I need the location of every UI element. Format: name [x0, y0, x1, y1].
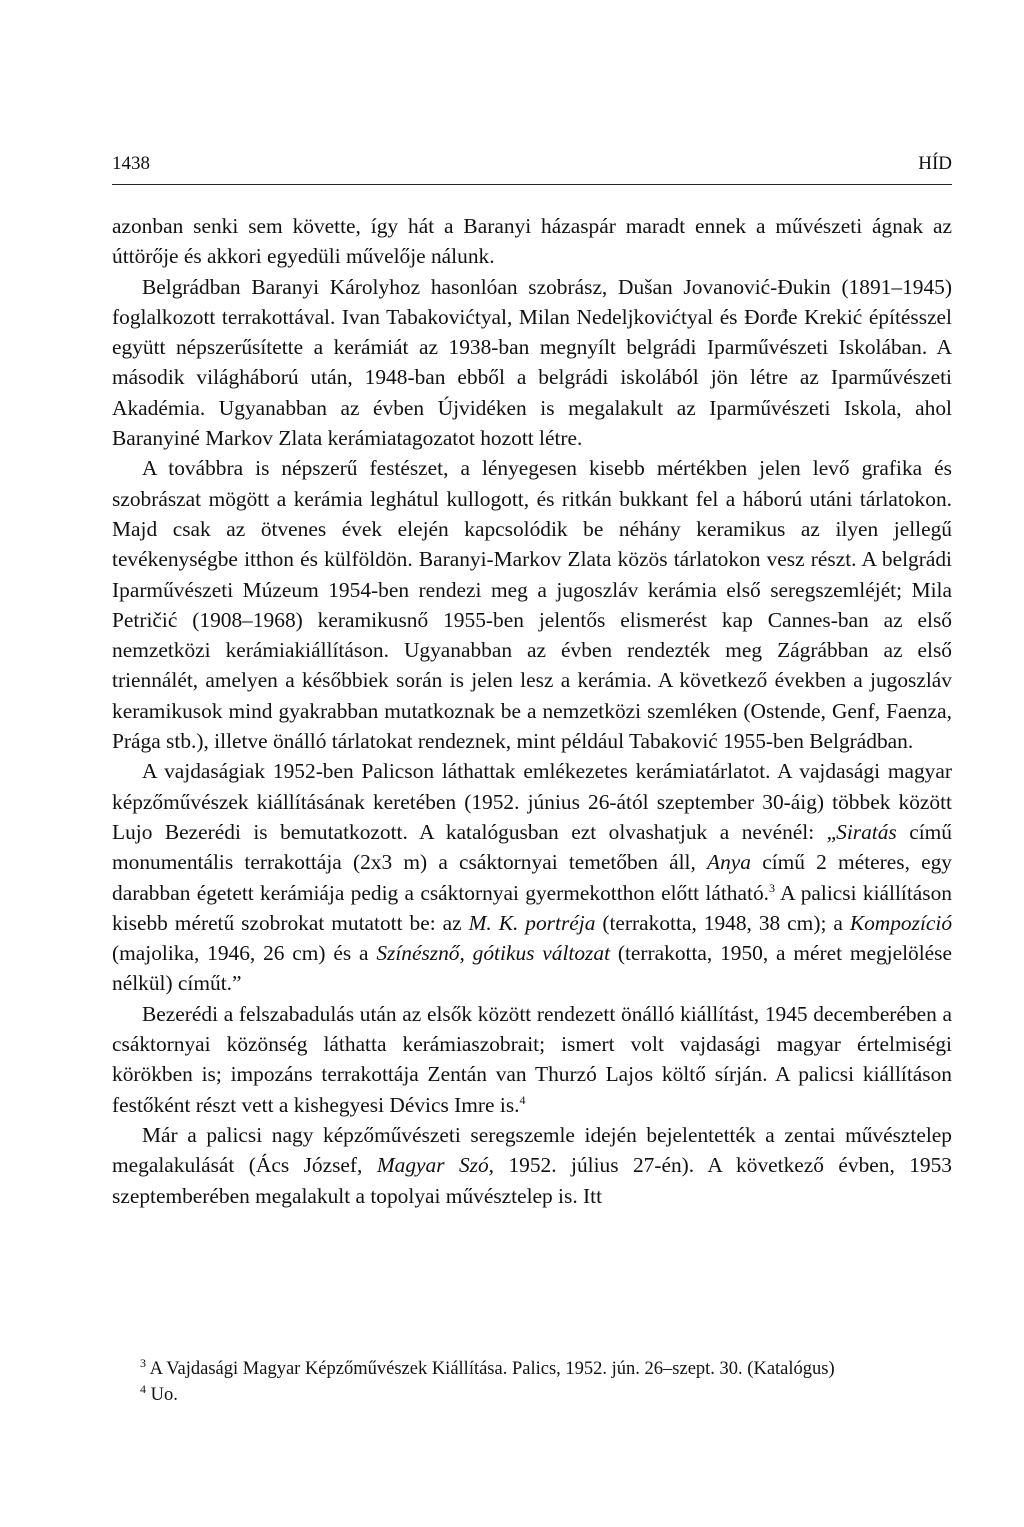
- footnote-ref-4: 4: [519, 1092, 526, 1107]
- footnote-3: $^3$ A Vajdasági Magyar Képzőművészek Kiállítása. Palics, 1952. jún. 26–szept. 30. (Katalógus): [140, 1355, 835, 1379]
- footnote-ref-3: 3: [768, 880, 775, 895]
- title-mk-portreja: M. K. portréja: [468, 910, 596, 935]
- running-header: [112, 150, 952, 178]
- page: [112, 150, 952, 1211]
- title-anya: Anya: [707, 850, 751, 875]
- footnotes: [140, 1356, 952, 1408]
- footnote-4: $^4$ Uo.: [140, 1381, 178, 1405]
- paragraph-3: A továbbra is népszerű festészet, a lényegesen kisebb mértékben jelen levő grafika és szobrászat mögött a kerámia leghátul kullogott, és ritkán bukkant fel a háború utáni tárlatokon. Majd csak az ötvenes évek elején kapcsolódik be néhány keramikus az ilyen jellegű tevékenységbe itthon és külföldön. Baranyi-Markov Zlata közös tárlatokon vesz részt. A belgrádi Iparművészeti Múzeum 1954-ben rendezi meg a jugoszláv kerámia első seregszemléjét; Mila Petričić (1908–1968) keramikusnő 1955-ben jelentős elismerést kap Cannes-ban az első nemzetközi kerámiakiállításon. Ugyanabban az évben rendezték meg Zágrábban az első triennálét, amelyen a későbbiek során is jelen lesz a kerámia. A következő években a jugoszláv keramikusok mind gyakrabban mutatkoznak be a nemzetközi szemléken (Ostende, Genf, Faenza, Prága stb.), illetve önálló tárlatokat rendeznek, mint például Tabaković 1955-ben Belgrádban.: [112, 456, 952, 754]
- body-text: [112, 211, 952, 1211]
- header-rule: [112, 184, 952, 185]
- paragraph-5: Bezerédi a felszabadulás után az elsők között rendezett önálló kiállítást, 1945 decemberében a csáktornyai közönség láthatta kerámiaszobrait; ismert volt vajdasági magyar értelmiségi körökben is; impozáns terrakottája Zentán van Thurzó Lajos költő sírján. A palicsi kiállításon festőként részt vett a kishegyesi Dévics Imre is.$^4$: [112, 1001, 952, 1117]
- journal-title: HÍD: [918, 153, 952, 174]
- title-szinesznő: Színésznő, gótikus változat: [376, 941, 611, 966]
- paragraph-4: A vajdaságiak 1952-ben Palicson láthattak emlékezetes kerámiatárlatot. A vajdasági magyar képzőművészek kiállításának keretében (1952. június 26-ától szeptember 30-áig) többek között Lujo Bezerédi is bemutatkozott. A katalógusban ezt olvashatjuk a nevénél: „Siratás című monumentális terrakottája (2x3 m) a csáktornyai temetőben áll, Anya című 2 méteres, egy darabban égetett kerámiája pedig a csáktornyai gyermekotthon előtt látható.$^3$ A palicsi kiállításon kisebb méretű szobrokat mutatott be: az M. K. portréja (terrakotta, 1948, 38 cm); a Kompozíció (majolika, 1946, 26 cm) és a Színésznő, gótikus változat (terrakotta, 1950, a méret megjelölése nélkül) címűt.”: [112, 759, 953, 996]
- paragraph-1: azonban senki sem követte, így hát a Baranyi házaspár maradt ennek a művészeti ágnak az úttörője és akkori egyedüli művelője nálunk.: [112, 214, 952, 269]
- paragraph-2: Belgrádban Baranyi Károlyhoz hasonlóan szobrász, Dušan Jovanović-Đukin (1891–1945) foglalkozott terrakottával. Ivan Tabakovićtyal, Milan Nedeljkovićtyal és Đorđe Krekić építésszel együtt népszerűsítette a kerámiát az 1938-ban megnyílt belgrádi Iparművészeti Iskolában. A második világháború után, 1948-ban ebből a belgrádi iskolából jön létre az Iparművészeti Akadémia. Ugyanabban az évben Újvidéken is megalakult az Iparművészeti Iskola, ahol Baranyiné Markov Zlata kerámiatagozatot hozott létre.: [112, 274, 952, 451]
- title-siratas: Siratás: [836, 819, 897, 844]
- title-magyar-szo: Magyar Szó,: [376, 1153, 495, 1178]
- title-kompozicio: Kompozíció: [849, 910, 953, 935]
- paragraph-6: Már a palicsi nagy képzőművészeti seregszemle idején bejelentették a zentai művésztelep megalakulását (Ács József, Magyar Szó, 1952. július 27-én). A következő évben, 1953 szeptemberében megalakult a topolyai művésztelep is. Itt: [112, 1122, 953, 1208]
- page-number: 1438: [112, 153, 150, 174]
